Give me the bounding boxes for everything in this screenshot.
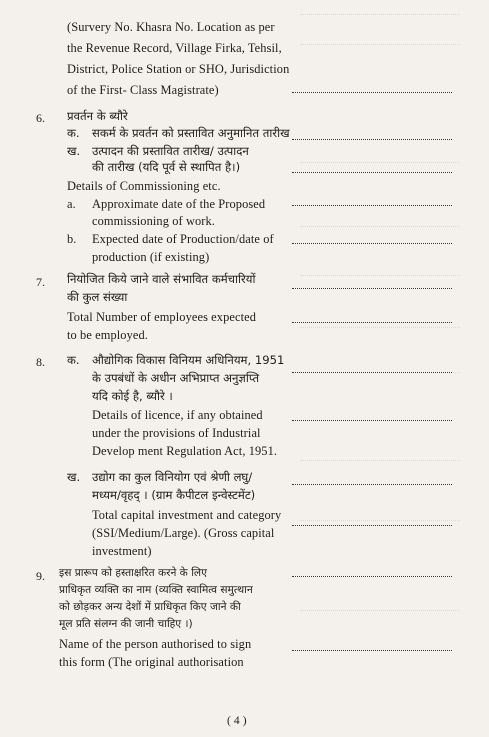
item-6-english-b-text-1: Expected date of Production/date of (92, 232, 274, 246)
item-6-hindi-b-text-2: की तारीख (यदि पूर्व से स्थापित है।) (92, 160, 241, 174)
item-8-hindi-a-2: के उपबंधों के अधीन अभिप्राप्त अनुज्ञप्ति (92, 371, 260, 385)
survey-answer-line (292, 92, 452, 93)
item-6-english-title: Details of Commissioning etc. (67, 179, 221, 193)
item-6-number: 6. (36, 111, 45, 125)
item-8-hindi-a-3: यदि कोई है, ब्यौरे । (92, 389, 173, 403)
item-6-english-b-answer-line (292, 243, 452, 244)
item-8-hindi-a-answer-line (292, 372, 452, 373)
item-6-hindi-b-text-1: उत्पादन की प्रस्तावित तारीख/ उत्पादन (92, 144, 249, 158)
item-8-hindi-a-1: औद्योगिक विकास विनियम अधिनियम, 1951 (92, 353, 285, 367)
item-6-english-a-text-2: commissioning of work. (92, 214, 216, 228)
item-8-a-label: क. (67, 353, 80, 367)
item-6-english-b-text-2: production (if existing) (92, 250, 210, 264)
item-7-hindi-1: नियोजित किये जाने वाले संभावित कर्मचारियों (67, 272, 256, 286)
item-8-english-b-answer-line (292, 525, 452, 526)
item-8-hindi-b-2: मध्यम/वृहद् । (ग्राम कैपीटल इन्वेस्टमेंट) (92, 488, 256, 502)
item-7-hindi-2: की कुल संख्या (67, 290, 128, 304)
item-9-hindi-answer-line (292, 576, 452, 577)
item-8-english-b-1: Total capital investment and category (92, 508, 282, 522)
item-9-hindi-2: प्राधिकृत व्यक्ति का नाम (व्यक्ति स्वामित्व समुत्थान (59, 584, 253, 596)
survey-line-2: the Revenue Record, Village Firka, Tehsil, (67, 41, 282, 55)
item-6-hindi-a-text: सकर्म के प्रवर्तन को प्रस्तावित अनुमानित तारीख (92, 126, 290, 140)
item-6-hindi-a-answer-line (292, 139, 452, 140)
item-8-english-a-2: under the provisions of Industrial (92, 426, 261, 440)
item-8-hindi-b-1: उद्योग का कुल विनियोग एवं श्रेणी लघु/ (92, 470, 253, 484)
item-8-english-a-3: Develop ment Regulation Act, 1951. (92, 444, 278, 458)
item-7-hindi-answer-line (292, 288, 452, 289)
item-6-hindi-a-label: क. (67, 126, 80, 140)
page-number: ( 4 ) (227, 715, 247, 727)
item-9-english-1: Name of the person authorised to sign (59, 637, 252, 651)
item-8-english-b-2: (SSI/Medium/Large). (Gross capital (92, 526, 275, 540)
item-9-english-2: this form (The original authorisation (59, 655, 244, 669)
item-6-english-a-label: a. (67, 197, 76, 211)
item-8-hindi-b-answer-line (292, 484, 452, 485)
item-8-number: 8. (36, 355, 45, 369)
item-9-number: 9. (36, 569, 45, 583)
survey-line-3: District, Police Station or SHO, Jurisdiction (67, 62, 290, 76)
item-8-english-a-answer-line (292, 420, 452, 421)
item-7-english-2: to be employed. (67, 328, 148, 342)
item-6-hindi-b-label: ख. (67, 144, 81, 158)
item-8-english-b-3: investment) (92, 544, 152, 558)
item-6-hindi-b-answer-line (292, 172, 452, 173)
item-7-english-answer-line (292, 322, 452, 323)
item-9-hindi-4: मूल प्रति संलग्न की जानी चाहिए ।) (59, 618, 193, 630)
item-8-english-a-1: Details of licence, if any obtained (92, 408, 263, 422)
item-7-number: 7. (36, 275, 45, 289)
item-6-english-a-answer-line (292, 205, 452, 206)
item-9-hindi-1: इस प्रारूप को हस्ताक्षरित करने के लिए (59, 567, 207, 579)
item-8-b-label: ख. (67, 470, 81, 484)
survey-line-1: (Survery No. Khasra No. Location as per (67, 20, 275, 34)
item-6-english-b-label: b. (67, 232, 77, 246)
item-7-english-1: Total Number of employees expected (67, 310, 257, 324)
survey-line-4: of the First- Class Magistrate) (67, 83, 219, 97)
item-9-english-answer-line (292, 650, 452, 651)
item-6-hindi-title: प्रवर्तन के ब्यौरे (67, 109, 128, 123)
item-6-english-a-text-1: Approximate date of the Proposed (92, 197, 266, 211)
item-9-hindi-3: को छोड़कर अन्य देशों में प्राधिकृत किए जाने की (59, 601, 241, 613)
